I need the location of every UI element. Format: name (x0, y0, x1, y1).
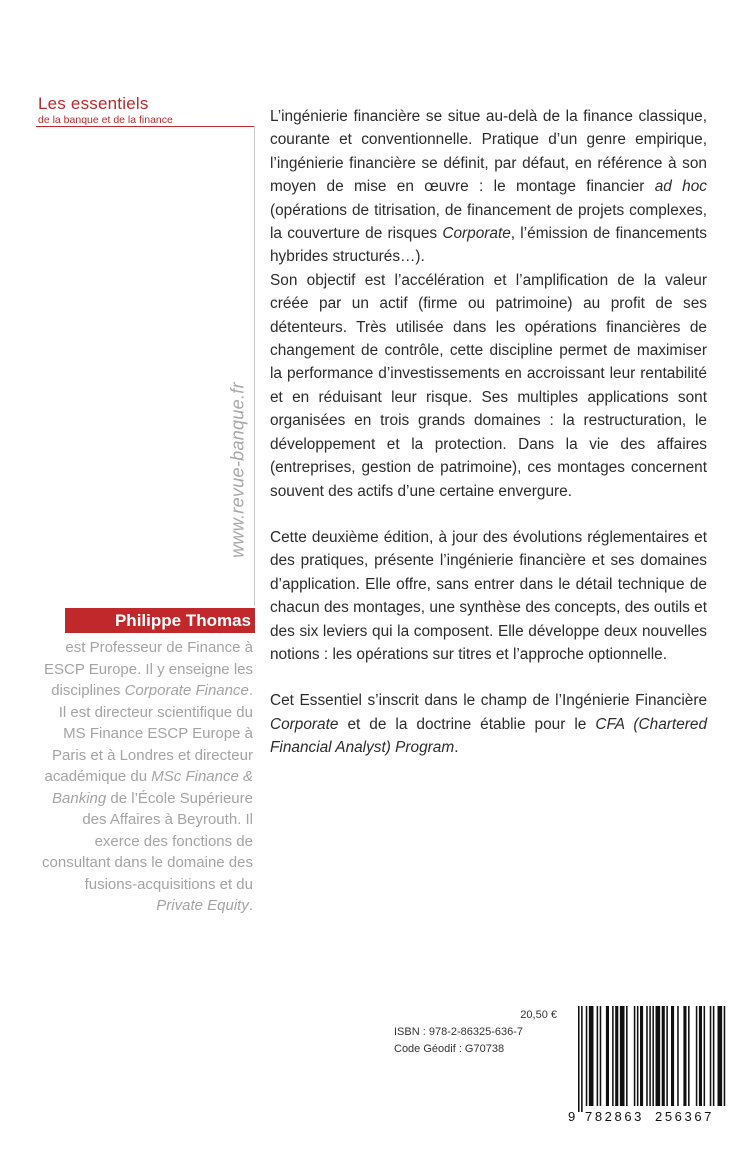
barcode-bar (662, 1006, 665, 1106)
text-run: Son objectif est l’accélération et l’amplification de la valeur créée par un actif (firme ou patrimoine) au profit de ses détenteurs. Très utilisée dans les opérations financières de changement de contrôle, cette discipline permet de maximiser la performance d’investissements en accroissant leur rentabilité et en réduisant leur risque. Ses multiples applications sont organisées en trois grands domaines : la restructuration, le développement et la protection. Dans la vie des affaires (entreprises, gestion de patrimoine), ces montages concernent souvent des actifs d’une certaine envergure. (270, 271, 707, 500)
price-block (370, 1007, 557, 1058)
italic-run: MSc Finance & Banking (52, 768, 253, 807)
barcode-bar (640, 1006, 643, 1106)
barcode-bar (718, 1006, 723, 1106)
code-geodif: Code Géodif : G70738 (394, 1043, 505, 1055)
series-subtitle: de la banque et de la finance (38, 114, 173, 126)
text-run: et de la doctrine établie pour le (338, 715, 596, 733)
back-cover-text (270, 105, 707, 760)
author-bio (40, 637, 253, 917)
paragraph-intro (270, 105, 707, 269)
vertical-divider (254, 126, 255, 606)
barcode-bar (649, 1006, 651, 1106)
italic-run: CFA (Chartered Financial Analyst) Program (270, 715, 707, 757)
barcode-bar (704, 1006, 706, 1106)
barcode-bar (724, 1006, 726, 1106)
text-run: (opérations de titrisation, de financement de projets complexes, la couverture de risques (270, 201, 707, 243)
barcode-bar (646, 1006, 648, 1106)
series-header (38, 94, 173, 126)
barcode-bar (699, 1006, 702, 1106)
barcode-bar (683, 1006, 686, 1106)
author-name: Philippe Thomas (65, 608, 255, 633)
barcode-digit-first: 9 (568, 1109, 576, 1124)
barcode-bar (696, 1006, 698, 1106)
text-run: , l’émission de financements hybrides structurés…). (270, 225, 707, 266)
text-run: est Professeur de Finance à ESCP Europe. Il y enseigne les disciplines (43, 639, 253, 699)
barcode-bar (677, 1006, 679, 1106)
barcode-bar (671, 1006, 674, 1106)
text-run: L’ingénierie financière se situe au-delà de la finance classique, courante et conventionnelle. Pratique d’un genre empirique, l’ingénierie financière se définit, par défaut, en référence à son moyen de mise en œuvre : le montage financier (270, 108, 707, 196)
barcode-bar (634, 1006, 636, 1106)
barcode-bar (656, 1006, 661, 1106)
barcode-bar (597, 1006, 599, 1106)
barcode-digits-group2: 256367 (655, 1109, 714, 1124)
paragraph-objective (270, 269, 707, 503)
barcode-bar (688, 1006, 690, 1106)
barcode-bar (606, 1006, 609, 1106)
italic-run: Corporate Finance (124, 682, 249, 699)
barcode-bar (578, 1006, 580, 1112)
barcode-bar (615, 1006, 618, 1106)
barcode-bar (637, 1006, 639, 1106)
website-url: www.revue-banque.fr (227, 382, 248, 558)
series-divider (36, 126, 254, 127)
text-run: . (454, 739, 459, 757)
isbn: ISBN : 978-2-86325-636-7 (394, 1026, 524, 1038)
barcode-bar (710, 1006, 712, 1106)
italic-run: Private Equity (156, 897, 249, 914)
barcode-bar (652, 1006, 654, 1106)
barcode-bar (589, 1006, 594, 1106)
barcode-bar (612, 1006, 614, 1106)
text-run: Cette deuxième édition, à jour des évolutions réglementaires et des pratiques, présente l’ingénierie financière et ses domaines d’application. Elle offre, sans entrer dans le détail technique de chacun des montages, une synthèse des concepts, des outils et des six leviers qui la composent. Elle développe deux nouvelles notions : les opérations sur titres et l’approche optionnelle. (270, 528, 707, 663)
barcode-bar (713, 1006, 715, 1106)
series-title: Les essentiels (38, 94, 149, 113)
barcode-digits-group1: 782863 (585, 1109, 644, 1124)
italic-run: ad hoc (654, 178, 708, 196)
text-run: Cet Essentiel s’inscrit dans le champ de l’Ingénierie Financière (270, 692, 707, 710)
barcode-bar (626, 1006, 628, 1106)
text-run: . Il est directeur scientifique du MS Finance ESCP Europe à Paris et à Londres et directeur académique du (44, 682, 253, 785)
price: 20,50 € (520, 1009, 557, 1021)
barcode-bar (581, 1006, 583, 1112)
barcode-bar (666, 1006, 668, 1106)
barcode-bar (586, 1006, 588, 1106)
italic-run: Corporate (270, 715, 339, 733)
barcode-bar (620, 1006, 625, 1106)
italic-run: Corporate (442, 225, 511, 243)
paragraph-edition (270, 526, 707, 666)
text-run: . (248, 897, 253, 914)
paragraph-scope (270, 689, 707, 759)
barcode-bar (600, 1006, 602, 1106)
text-run: de l’École Supérieure des Affaires à Beyrouth. Il exerce des fonctions de consultant dans le domaine des fusions-acquisitions et du (42, 789, 253, 893)
